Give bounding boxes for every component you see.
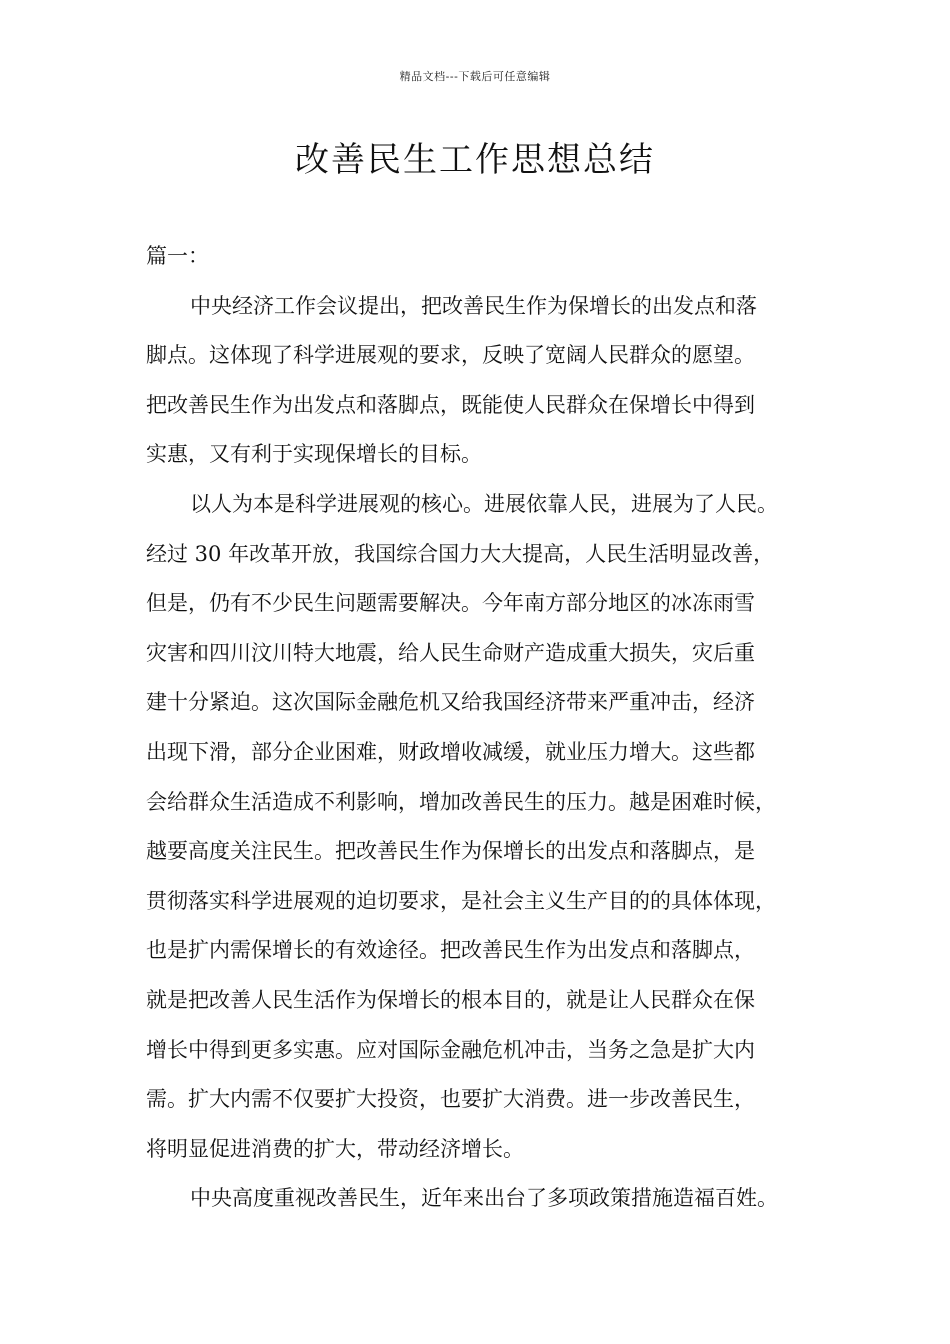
paragraph-line: 脚点。这体现了科学进展观的要求，反映了宽阔人民群众的愿望。 <box>146 343 755 368</box>
paragraph-1 <box>146 282 826 480</box>
paragraph-line: 增长中得到更多实惠。应对国际金融危机冲击，当务之急是扩大内 <box>146 1037 755 1062</box>
header-note: 精品文档---下载后可任意编辑 <box>399 70 551 83</box>
paragraph-line: 以人为本是科学进展观的核心。进展依靠人民，进展为了人民。 <box>190 491 778 516</box>
paragraph-line: 灾害和四川汶川特大地震，给人民生命财产造成重大损失，灾后重 <box>146 640 755 665</box>
paragraph-line: 中央经济工作会议提出，把改善民生作为保增长的出发点和落 <box>190 293 757 318</box>
paragraph-line: 中央高度重视改善民生，近年来出台了多项政策措施造福百姓。 <box>190 1186 778 1211</box>
paragraph-line: 就是把改善人民生活作为保增长的根本目的，就是让人民群众在保 <box>146 987 755 1012</box>
paragraph-line: 实惠，又有利于实现保增长的目标。 <box>146 442 482 467</box>
paragraph-line: 也是扩内需保增长的有效途径。把改善民生作为出发点和落脚点， <box>146 938 755 963</box>
paragraph-line: 贯彻落实科学进展观的迫切要求，是社会主义生产目的的具体体现， <box>146 888 776 913</box>
paragraph-line: 建十分紧迫。这次国际金融危机又给我国经济带来严重冲击，经济 <box>146 690 755 715</box>
paragraph-line: 将明显促进消费的扩大，带动经济增长。 <box>146 1136 524 1161</box>
paragraph-line: 越要高度关注民生。把改善民生作为保增长的出发点和落脚点，是 <box>146 839 755 864</box>
paragraph-2 <box>146 480 826 1174</box>
paragraph-3 <box>146 1174 826 1224</box>
paragraph-line: 会给群众生活造成不利影响，增加改善民生的压力。越是困难时候， <box>146 789 776 814</box>
paragraph-line: 把改善民生作为出发点和落脚点，既能使人民群众在保增长中得到 <box>146 392 755 417</box>
document-body <box>146 232 826 1224</box>
paragraph-line: 需。扩大内需不仅要扩大投资，也要扩大消费。进一步改善民生， <box>146 1087 755 1112</box>
section-label: 篇一： <box>146 244 209 268</box>
paragraph-line: 但是，仍有不少民生问题需要解决。今年南方部分地区的冰冻雨雪 <box>146 591 755 616</box>
paragraph-line: 出现下滑，部分企业困难，财政增收减缓，就业压力增大。这些都 <box>146 739 755 764</box>
paragraph-line: 经过 30 年改革开放，我国综合国力大大提高，人民生活明显改善， <box>146 541 775 566</box>
document-title: 改善民生工作思想总结 <box>295 140 655 180</box>
